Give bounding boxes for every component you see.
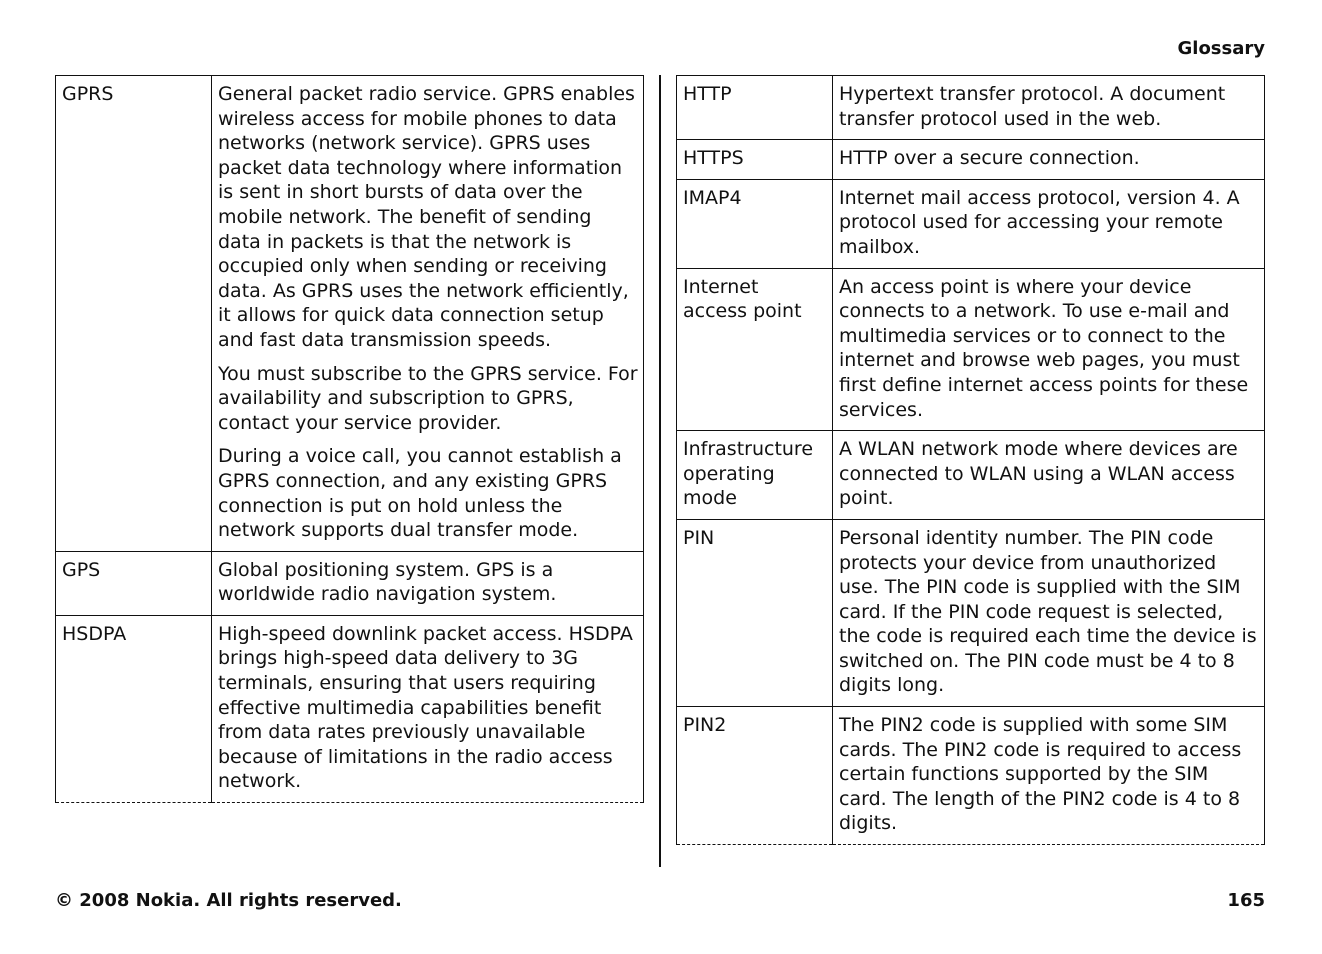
glossary-column-right xyxy=(676,75,1265,845)
glossary-term: IMAP4 xyxy=(677,179,833,268)
definition-paragraph: Hypertext transfer protocol. A document transfer protocol used in the web. xyxy=(839,83,1226,130)
definition-paragraph: HTTP over a secure connection. xyxy=(839,147,1140,170)
glossary-definition xyxy=(212,76,644,552)
glossary-term: Internet access point xyxy=(677,268,833,431)
glossary-term: GPS xyxy=(56,551,212,615)
definition-paragraph: A WLAN network mode where devices are connected to WLAN using a WLAN access point. xyxy=(839,438,1238,510)
glossary-entry xyxy=(677,268,1265,431)
glossary-term: PIN xyxy=(677,519,833,706)
definition-paragraph: General packet radio service. GPRS enables wireless access for mobile phones to data networks (network service). GPRS uses packet data technology where information is sent in short bursts of data over the mobile network. The benefit of sending data in packets is that the network is occupied only when sending or receiving data. As GPRS uses the network efficiently, it allows for quick data connection setup and fast data transmission speeds. xyxy=(218,83,635,351)
glossary-term: HSDPA xyxy=(56,615,212,802)
glossary-entry xyxy=(677,76,1265,140)
glossary-definition xyxy=(833,431,1265,520)
glossary-definition xyxy=(833,140,1265,180)
definition-paragraph: An access point is where your device connects to a network. To use e-mail and multimedia services or to connect to the internet and browse web pages, you must first define internet access points for these services. xyxy=(839,275,1249,421)
definition-paragraph: You must subscribe to the GPRS service. For availability and subscription to GPRS, contact your service provider. xyxy=(218,362,638,434)
glossary-entry xyxy=(56,615,644,802)
glossary-definition xyxy=(212,551,644,615)
glossary-entry xyxy=(56,76,644,552)
glossary-entry xyxy=(56,551,644,615)
glossary-column-left xyxy=(55,75,644,803)
section-header: Glossary xyxy=(1177,38,1265,59)
glossary-definition xyxy=(212,615,644,802)
definition-paragraph: Personal identity number. The PIN code protects your device from unauthorized use. The PIN code is supplied with the SIM card. If the PIN code request is selected, the code is required each time the device is switched on. The PIN code must be 4 to 8 digits long. xyxy=(839,526,1257,697)
glossary-term: PIN2 xyxy=(677,707,833,845)
glossary-table-left xyxy=(55,75,644,803)
glossary-definition xyxy=(833,707,1265,845)
glossary-entry xyxy=(677,140,1265,180)
copyright-notice: © 2008 Nokia. All rights reserved. xyxy=(55,890,402,911)
glossary-term: Infrastructure operating mode xyxy=(677,431,833,520)
definition-paragraph: Global positioning system. GPS is a worldwide radio navigation system. xyxy=(218,558,557,606)
glossary-term: HTTP xyxy=(677,76,833,140)
glossary-entry xyxy=(677,707,1265,845)
definition-paragraph: High-speed downlink packet access. HSDPA brings high-speed data delivery to 3G terminals, ensuring that users requiring effective multimedia capabilities benefit from data rates previously unavailable because of limitations in the radio access network. xyxy=(218,622,633,793)
glossary-entry xyxy=(677,519,1265,706)
glossary-term: GPRS xyxy=(56,76,212,552)
page-number: 165 xyxy=(1227,890,1265,911)
glossary-entry xyxy=(677,179,1265,268)
definition-paragraph: Internet mail access protocol, version 4. A protocol used for accessing your remote mailbox. xyxy=(839,186,1240,258)
glossary-definition xyxy=(833,519,1265,706)
definition-paragraph: During a voice call, you cannot establish a GPRS connection, and any existing GPRS connection is put on hold unless the network supports dual transfer mode. xyxy=(218,445,622,542)
glossary-definition xyxy=(833,179,1265,268)
glossary-entry xyxy=(677,431,1265,520)
glossary-definition xyxy=(833,76,1265,140)
glossary-definition xyxy=(833,268,1265,431)
column-divider xyxy=(659,75,661,867)
definition-paragraph: The PIN2 code is supplied with some SIM cards. The PIN2 code is required to access certain functions supported by the SIM card. The length of the PIN2 code is 4 to 8 digits. xyxy=(839,714,1242,835)
glossary-term: HTTPS xyxy=(677,140,833,180)
glossary-table-right xyxy=(676,75,1265,845)
